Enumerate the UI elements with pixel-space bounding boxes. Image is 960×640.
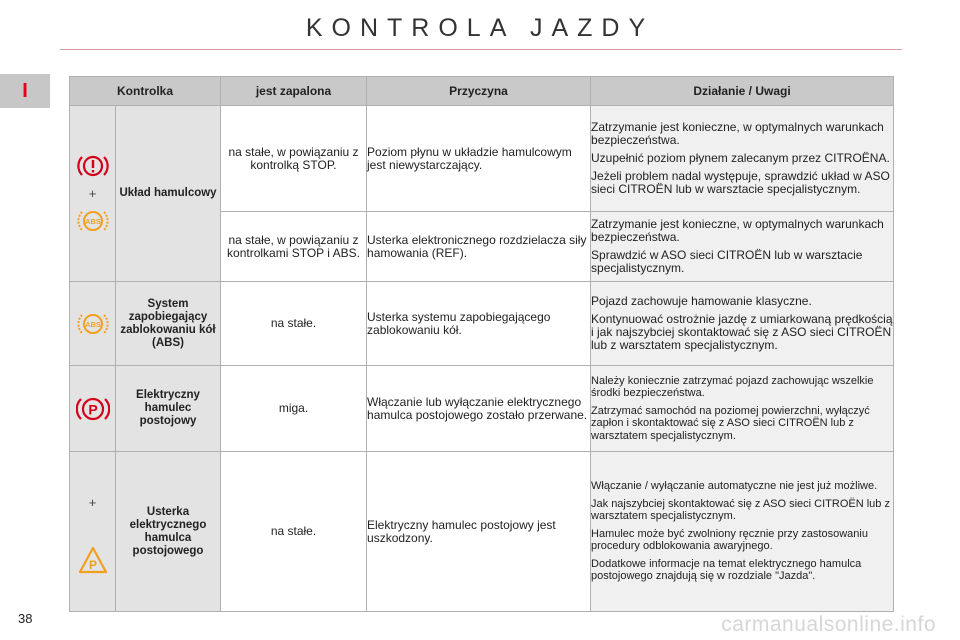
- brake-b-cause: Usterka elektronicznego rozdzielacza siły hamowania (REF).: [367, 212, 591, 282]
- action-text: Jak najszybciej skontaktować się z ASO sieci CITROËN lub z warsztatem specjalistycznym.: [591, 497, 890, 523]
- parking-fault-cause: Elektryczny hamulec postojowy jest uszkodzony.: [367, 452, 591, 612]
- abs-icon: [77, 207, 109, 235]
- parking-fault-icon-cell: [70, 452, 116, 612]
- parking-fault-action: [591, 452, 894, 612]
- brake-b-lit: na stałe, w powiązaniu z kontrolkami STOP i ABS.: [221, 212, 367, 282]
- parking-fault-name: Usterka elektrycznego hamulca postojowego: [116, 452, 221, 612]
- action-text: Należy koniecznie zatrzymać pojazd zachowując wszelkie środki bezpieczeństwa.: [591, 374, 874, 400]
- header-kontrolka: Kontrolka: [70, 77, 221, 106]
- chapter-label: I: [22, 79, 28, 102]
- parking-brake-icon: [76, 394, 110, 424]
- parking-cause: Włączanie lub wyłączanie elektrycznego hamulca postojowego zostało przerwane.: [367, 366, 591, 452]
- brake-a-lit: na stałe, w powiązaniu z kontrolką STOP.: [221, 106, 367, 212]
- svg-text:ABS: ABS: [84, 217, 101, 226]
- brake-icons-cell: [70, 106, 116, 282]
- chapter-tab: [0, 74, 50, 108]
- abs-name: System zapobiegający zablokowaniu kół (ABS): [116, 282, 221, 366]
- plus-sign: +: [88, 495, 97, 510]
- header-lit: jest zapalona: [221, 77, 367, 106]
- parking-lit: miga.: [221, 366, 367, 452]
- svg-text:P: P: [87, 401, 98, 417]
- watermark: carmanualsonline.info: [721, 613, 936, 636]
- action-text: Sprawdzić w ASO sieci CITROËN lub w warsztacie specjalistycznym.: [591, 248, 863, 275]
- action-text: Zatrzymać samochód na poziomej powierzchni, wyłączyć zapłon i skontaktować się z ASO sieci CITROËN lub z warsztatem specjalistycznym.: [591, 404, 870, 442]
- plus-sign: +: [88, 186, 97, 201]
- parking-brake-fault-icon: [78, 546, 108, 574]
- abs-cause: Usterka systemu zapobiegającego zablokowaniu kół.: [367, 282, 591, 366]
- svg-text:P: P: [88, 558, 97, 572]
- svg-text:ABS: ABS: [84, 319, 101, 329]
- page-number: 38: [18, 611, 33, 626]
- title-divider: [60, 49, 902, 50]
- table-header-row: [70, 77, 894, 106]
- parking-action: [591, 366, 894, 452]
- action-text: Uzupełnić poziom płynem zalecanym przez CITROËNA.: [591, 151, 890, 165]
- brake-a-action: [591, 106, 894, 212]
- table-row: [70, 106, 894, 212]
- action-text: Kontynuować ostrożnie jazdę z umiarkowaną prędkością i jak najszybciej skontaktować się z ASO sieci CITROËN lub z warsztatem specjalistycznym.: [591, 312, 893, 352]
- action-text: Dodatkowe informacje na temat elektrycznego hamulca postojowego znajdują się w rozdziale "Jazda".: [591, 557, 862, 583]
- parking-icon-cell: [70, 366, 116, 452]
- header-cause: Przyczyna: [367, 77, 591, 106]
- warning-lights-table: [69, 76, 894, 612]
- brake-b-action: [591, 212, 894, 282]
- abs-icon-cell: [70, 282, 116, 366]
- brake-warning-icon: [77, 152, 109, 180]
- action-text: Hamulec może być zwolniony ręcznie przy zastosowaniu procedury odblokowania awaryjnego.: [591, 527, 868, 553]
- action-text: Jeżeli problem nadal występuje, sprawdzić układ w ASO sieci CITROËN lub w warsztacie specjalistycznym.: [591, 169, 890, 196]
- action-text: Zatrzymanie jest konieczne, w optymalnych warunkach bezpieczeństwa.: [591, 217, 884, 244]
- abs-icon: [77, 310, 109, 338]
- page-title: KONTROLA JAZDY: [305, 14, 655, 42]
- parking-fault-lit: na stałe.: [221, 452, 367, 612]
- brake-name: Układ hamulcowy: [116, 106, 221, 282]
- table-row: [70, 282, 894, 366]
- parking-name: Elektryczny hamulec postojowy: [116, 366, 221, 452]
- header-action: Działanie / Uwagi: [591, 77, 894, 106]
- action-text: Zatrzymanie jest konieczne, w optymalnych warunkach bezpieczeństwa.: [591, 120, 884, 147]
- table-row: [70, 366, 894, 452]
- abs-action: [591, 282, 894, 366]
- table-row: [70, 452, 894, 612]
- brake-a-cause: Poziom płynu w układzie hamulcowym jest niewystarczający.: [367, 106, 591, 212]
- action-text: Pojazd zachowuje hamowanie klasyczne.: [591, 294, 812, 308]
- abs-lit: na stałe.: [221, 282, 367, 366]
- action-text: Włączanie / wyłączanie automatyczne nie jest już możliwe.: [591, 480, 878, 493]
